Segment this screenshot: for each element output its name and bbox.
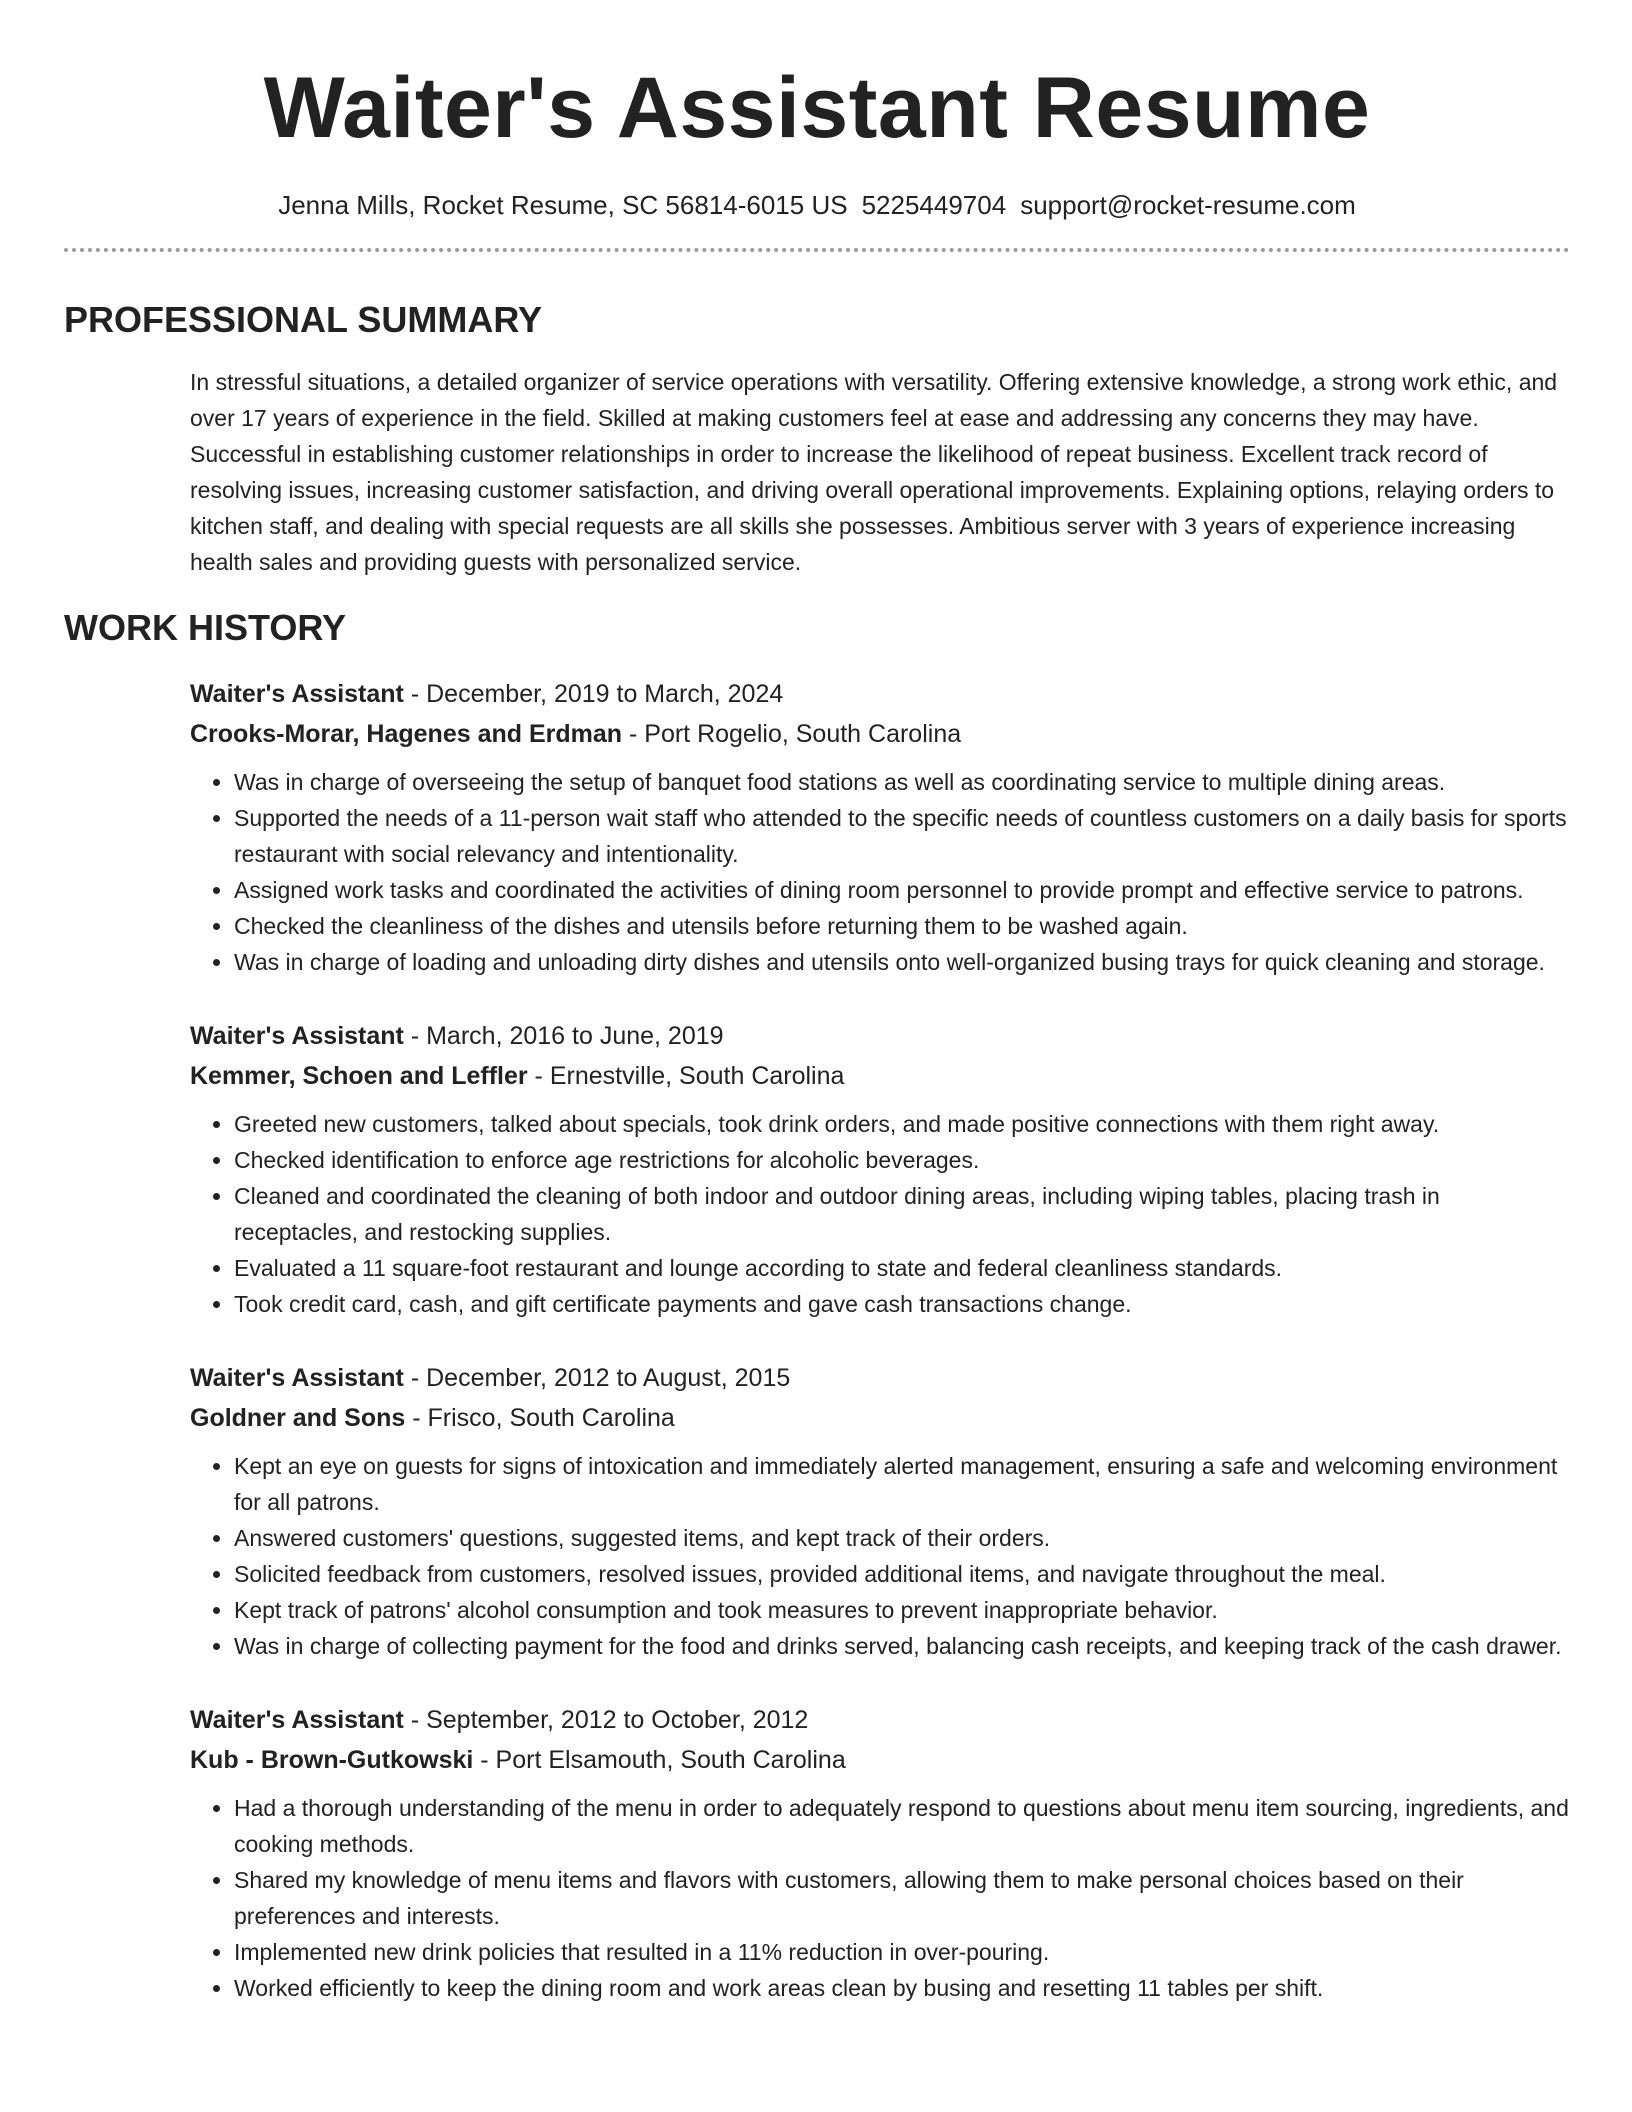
job-title: Waiter's Assistant bbox=[190, 680, 404, 708]
job-title-line bbox=[190, 674, 1570, 714]
job-bullet: • Checked identification to enforce age restrictions for alcoholic beverages. bbox=[234, 1142, 1570, 1178]
job-entry bbox=[190, 1358, 1570, 1664]
job-company: Kub - Brown-Gutkowski bbox=[190, 1746, 474, 1774]
job-bullet: • Implemented new drink policies that resulted in a 11% reduction in over-pouring. bbox=[234, 1934, 1570, 1970]
job-company: Crooks-Morar, Hagenes and Erdman bbox=[190, 720, 623, 748]
job-title: Waiter's Assistant bbox=[190, 1364, 404, 1392]
contact-email: support@rocket-resume.com bbox=[1020, 190, 1356, 220]
job-dates: - September, 2012 to October, 2012 bbox=[403, 1706, 809, 1734]
job-bullet: • Took credit card, cash, and gift certificate payments and gave cash transactions change. bbox=[234, 1286, 1570, 1322]
header-divider bbox=[64, 248, 1570, 252]
job-bullet: • Worked efficiently to keep the dining room and work areas clean by busing and resetting 11 tables per shift. bbox=[234, 1970, 1570, 2006]
contact-line bbox=[64, 188, 1570, 222]
job-bullet: • Assigned work tasks and coordinated the activities of dining room personnel to provide prompt and effective service to patrons. bbox=[234, 872, 1570, 908]
job-bullet: • Was in charge of overseeing the setup of banquet food stations as well as coordinating service to multiple dining areas. bbox=[234, 764, 1570, 800]
contact-address: Jenna Mills, Rocket Resume, SC 56814-6015 US bbox=[278, 190, 848, 220]
job-bullet: • Answered customers' questions, suggested items, and kept track of their orders. bbox=[234, 1520, 1570, 1556]
job-dates: - December, 2012 to August, 2015 bbox=[403, 1364, 791, 1392]
resume-page bbox=[64, 0, 1570, 2006]
job-bullet: • Solicited feedback from customers, resolved issues, provided additional items, and navigate throughout the meal. bbox=[234, 1556, 1570, 1592]
summary-heading: PROFESSIONAL SUMMARY bbox=[64, 299, 543, 340]
job-location: - Port Elsamouth, South Carolina bbox=[473, 1746, 846, 1774]
job-bullets bbox=[190, 1106, 1570, 1322]
job-bullets bbox=[190, 764, 1570, 980]
job-dates: - March, 2016 to June, 2019 bbox=[403, 1022, 724, 1050]
job-bullet: • Evaluated a 11 square-foot restaurant and lounge according to state and federal cleanliness standards. bbox=[234, 1250, 1570, 1286]
job-bullet: • Was in charge of collecting payment for the food and drinks served, balancing cash receipts, and keeping track of the cash drawer. bbox=[234, 1628, 1570, 1664]
job-company-line bbox=[190, 1056, 1570, 1096]
job-title-line bbox=[190, 1358, 1570, 1398]
job-bullet: • Greeted new customers, talked about specials, took drink orders, and made positive connections with them right away. bbox=[234, 1106, 1570, 1142]
job-bullet: • Supported the needs of a 11-person wait staff who attended to the specific needs of countless customers on a daily basis for sports restaurant with social relevancy and intentionality. bbox=[234, 800, 1570, 872]
job-title-line bbox=[190, 1700, 1570, 1740]
job-bullets bbox=[190, 1790, 1570, 2006]
job-title: Waiter's Assistant bbox=[190, 1706, 404, 1734]
job-dates: - December, 2019 to March, 2024 bbox=[403, 680, 784, 708]
job-title-line bbox=[190, 1016, 1570, 1056]
job-entry bbox=[190, 674, 1570, 980]
page-title: Waiter's Assistant Resume bbox=[263, 60, 1371, 156]
job-bullet: • Had a thorough understanding of the menu in order to adequately respond to questions about menu item sourcing, ingredients, and cooking methods. bbox=[234, 1790, 1570, 1862]
job-entry bbox=[190, 1016, 1570, 1322]
job-bullet: • Shared my knowledge of menu items and flavors with customers, allowing them to make personal choices based on their preferences and interests. bbox=[234, 1862, 1570, 1934]
job-location: - Ernestville, South Carolina bbox=[527, 1062, 845, 1090]
job-bullet: • Checked the cleanliness of the dishes and utensils before returning them to be washed again. bbox=[234, 908, 1570, 944]
job-location: - Frisco, South Carolina bbox=[405, 1404, 675, 1432]
job-company-line bbox=[190, 714, 1570, 754]
job-bullet: • Kept track of patrons' alcohol consumption and took measures to prevent inappropriate behavior. bbox=[234, 1592, 1570, 1628]
job-bullet: • Kept an eye on guests for signs of intoxication and immediately alerted management, ensuring a safe and welcoming environment for all patrons. bbox=[234, 1448, 1570, 1520]
work-history-list bbox=[190, 674, 1570, 2006]
job-bullet: • Cleaned and coordinated the cleaning of both indoor and outdoor dining areas, including wiping tables, placing trash in receptacles, and restocking supplies. bbox=[234, 1178, 1570, 1250]
job-entry bbox=[190, 1700, 1570, 2006]
contact-phone: 5225449704 bbox=[861, 190, 1007, 220]
job-title: Waiter's Assistant bbox=[190, 1022, 404, 1050]
summary-text: In stressful situations, a detailed organizer of service operations with versatility. Offering extensive knowledge, a strong work ethic, and over 17 years of experience in the field. Skilled at making customers feel at ease and addressing any concerns they may have. Successful in establishing customer relationships in order to increase the likelihood of repeat business. Excellent track record of resolving issues, increasing customer satisfaction, and driving overall operational improvements. Explaining options, relaying orders to kitchen staff, and dealing with special requests are all skills she possesses. Ambitious server with 3 years of experience increasing health sales and providing guests with personalized service. bbox=[190, 369, 1558, 575]
job-bullet: • Was in charge of loading and unloading dirty dishes and utensils onto well-organized busing trays for quick cleaning and storage. bbox=[234, 944, 1570, 980]
job-bullets bbox=[190, 1448, 1570, 1664]
job-company-line bbox=[190, 1740, 1570, 1780]
job-company: Kemmer, Schoen and Leffler bbox=[190, 1062, 528, 1090]
job-company: Goldner and Sons bbox=[190, 1404, 406, 1432]
work-history-heading: WORK HISTORY bbox=[64, 607, 347, 648]
job-location: - Port Rogelio, South Carolina bbox=[622, 720, 962, 748]
job-company-line bbox=[190, 1398, 1570, 1438]
